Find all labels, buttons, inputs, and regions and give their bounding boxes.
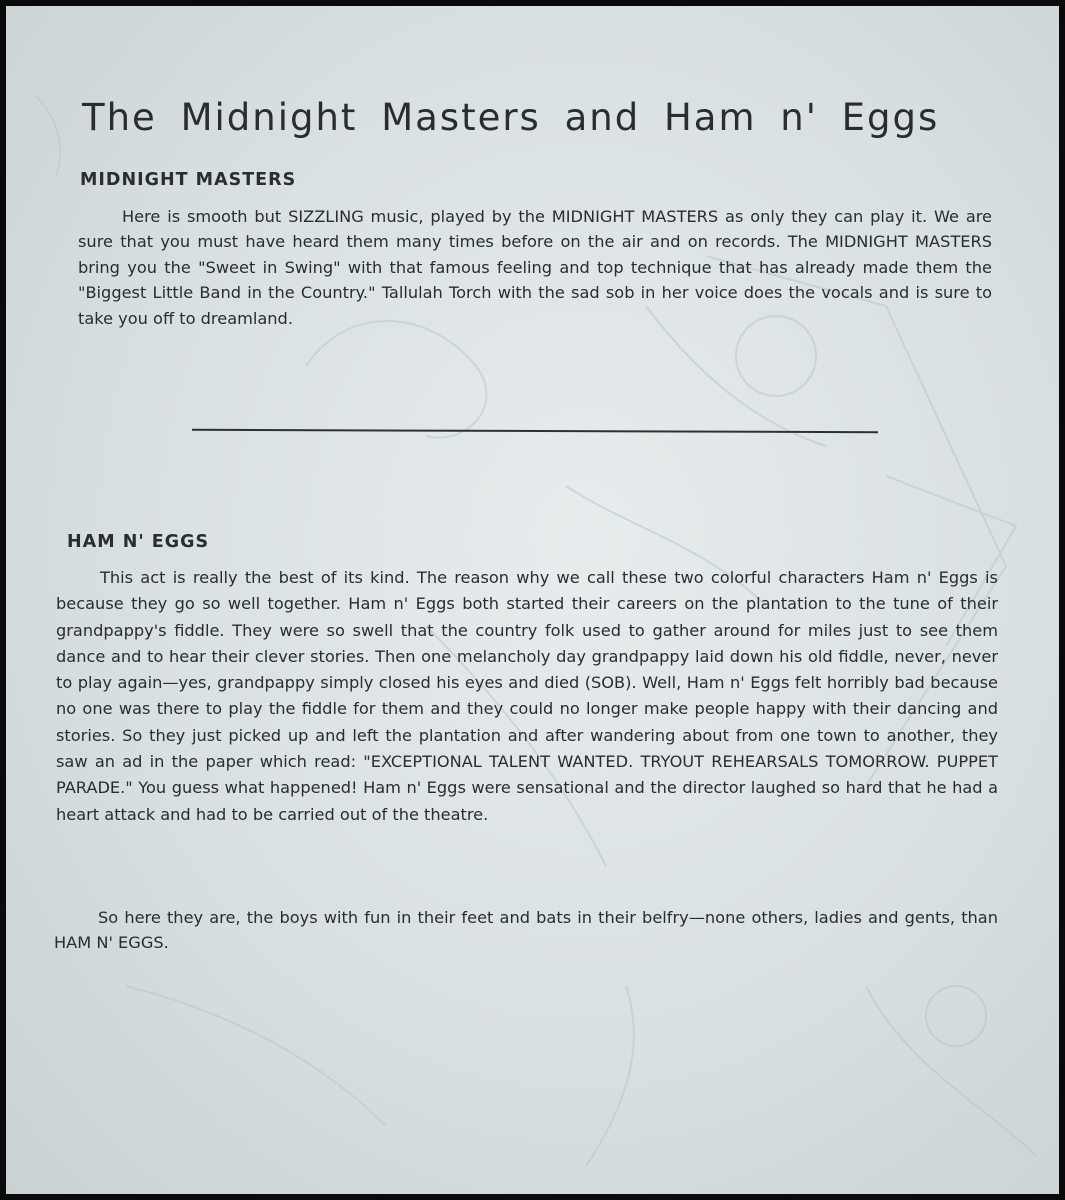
section-heading-ham-n-eggs: HAM N' EGGS bbox=[67, 532, 210, 552]
section-divider bbox=[192, 429, 878, 433]
section-heading-midnight-masters: MIDNIGHT MASTERS bbox=[80, 170, 297, 190]
ham-n-eggs-paragraph-1: This act is really the best of its kind. The reason why we call these two colorful characters Ham n' Eggs is because they go so well together. Ham n' Eggs both started their careers on the plantation to the tune of their grandpappy's fiddle. They were so swell that the country folk used to gather around for miles just to see them dance and to hear their clever stories. Then one melancholy day grandpappy laid down his old fiddle, never, never to play again—yes, grandpappy simply closed his eyes and died (SOB). Well, Ham n' Eggs felt horribly bad because no one was there to play the fiddle for them and they could no longer make people happy with their dancing and stories. So they just picked up and left the plantation and after wandering about from one town to another, they saw an ad in the paper which read: "EXCEPTIONAL TALENT WANTED. TRYOUT REHEARSALS TOMORROW. PUPPET PARADE." You guess what happened! Ham n' Eggs were sensational and the director laughed so hard that he had a heart attack and had to be carried out of the theatre. bbox=[56, 568, 998, 824]
page-title: The Midnight Masters and Ham n' Eggs bbox=[82, 96, 940, 139]
ham-n-eggs-paragraph-2: So here they are, the boys with fun in their feet and bats in their belfry—none others, ladies and gents, than HAM N' EGGS. bbox=[54, 908, 998, 953]
midnight-masters-paragraph: Here is smooth but SIZZLING music, played by the MIDNIGHT MASTERS as only they can play it. We are sure that you must have heard them many times before on the air and on records. The MIDNIGHT MASTERS bring you the "Sweet in Swing" with that famous feeling and top technique that has already made them the "Biggest Little Band in the Country." Tallulah Torch with the sad sob in her voice does the vocals and is sure to take you off to dreamland. bbox=[78, 207, 992, 328]
printed-page bbox=[6, 6, 1059, 1194]
